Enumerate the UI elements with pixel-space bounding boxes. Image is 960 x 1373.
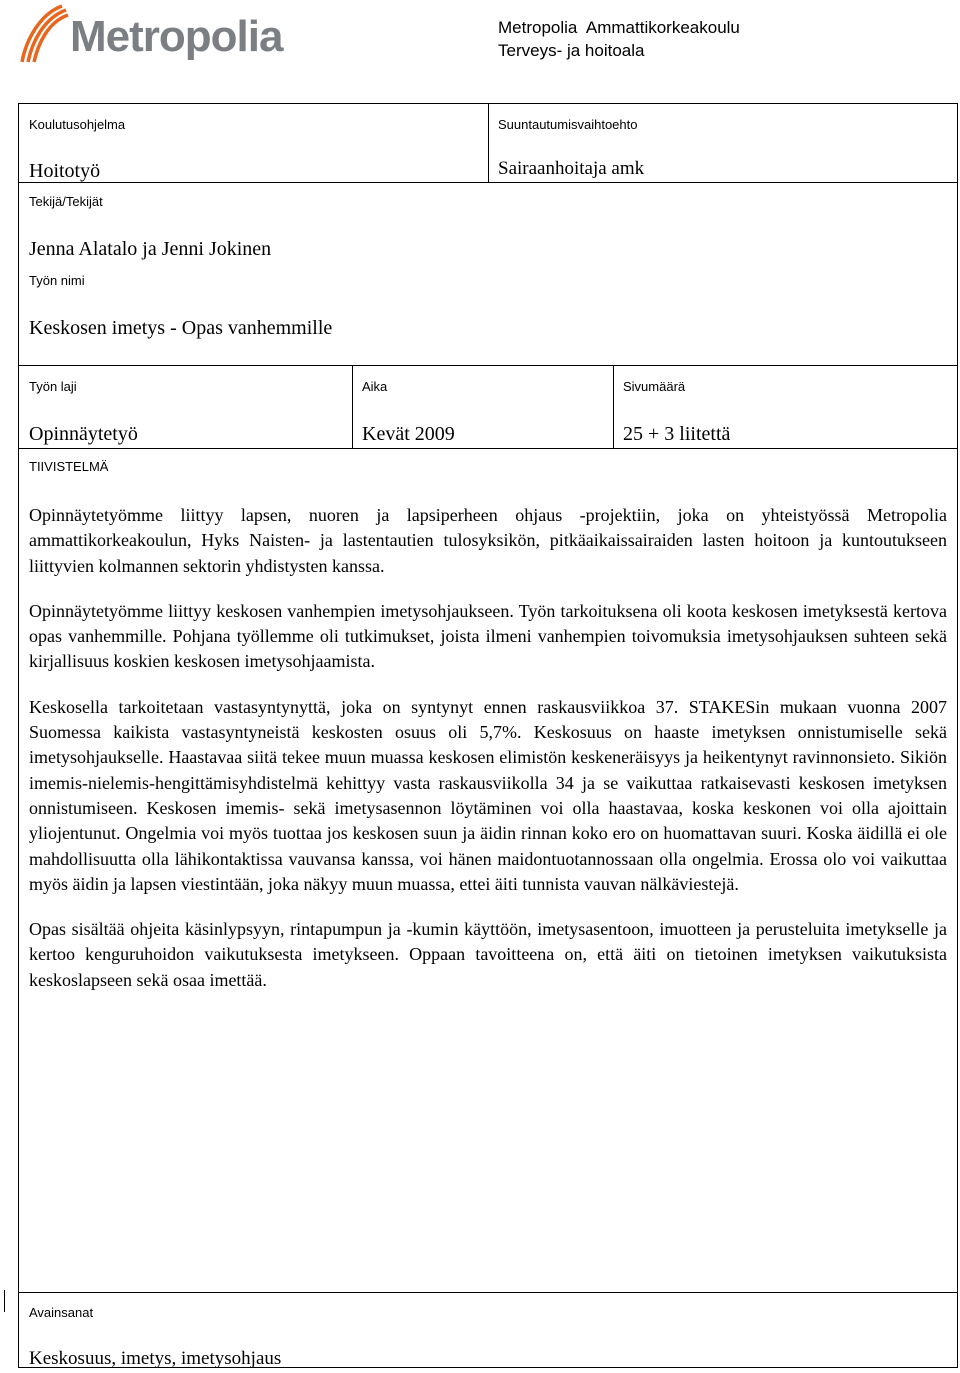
logo-wordmark: Metropolia [70, 12, 283, 61]
divider [352, 365, 353, 448]
abstract-text [29, 503, 947, 1013]
abstract-label: TIIVISTELMÄ [29, 459, 109, 474]
abstract-paragraph: Opinnäytetyömme liittyy lapsen, nuoren ja lapsiperheen ohjaus -projektiin, joka on yhteistyössä Metropolia ammattikorkeakoulun, Hyks Naisten- ja lastentautien tulosyksikön, pitkäaikaissairaiden lasten hoitoon ja kuntoutukseen liittyvien kolmannen sektorin yhdistysten kanssa. [29, 505, 947, 576]
institution-name: Metropolia Ammattikorkeakoulu [498, 18, 740, 37]
divider [19, 365, 957, 366]
divider [488, 104, 489, 182]
divider [19, 1292, 957, 1293]
pages-label: Sivumäärä [623, 379, 686, 394]
institution-field: Terveys- ja hoitoala [498, 41, 645, 60]
abstract-paragraph: Opas sisältää ohjeita käsinlypsyyn, rintapumpun ja -kumin käyttöön, imetysasentoon, imuotteen ja perusteluita imetykselle ja kertoo kenguruhoidon vaikutuksesta imetykseen. Oppaan tavoitteena on, että äiti on tietoinen imetyksen vaikutuksista keskoslapseen sekä osaa imettää. [29, 919, 947, 990]
keywords-value: Keskosuus, imetys, imetysohjaus [29, 1348, 282, 1369]
margin-mark [4, 1290, 5, 1312]
type-value: Opinnäytetyö [29, 423, 138, 445]
type-label: Työn laji [29, 379, 77, 394]
keywords-label: Avainsanat [29, 1305, 94, 1320]
thesis-abstract-form [18, 103, 958, 1368]
specialisation-value: Sairaanhoitaja amk [498, 158, 645, 179]
degree-programme-label: Koulutusohjelma [29, 117, 126, 132]
degree-programme-value: Hoitotyö [29, 160, 101, 182]
abstract-paragraph: Keskosella tarkoitetaan vastasyntynyttä, joka on syntynyt ennen raskausviikkoa 37. STAKESin mukaan vuonna 2007 Suomessa kaikista vastasyntyneistä keskosten osuus oli 5,7%. Keskosuus on haaste imetyksen onnistumiselle sekä imetysohjaukselle. Haastavaa siitä tekee muun muassa keskosen elimistön keskeneräisyys ja heikentynyt ravinnonsieto. Sikiön imemis-nielemis-hengittämisyhdistelmä kehittyy vasta raskausviikolla 34 ja se vaikuttaa ratkaisevasti keskosen imetyksen onnistumiseen. Keskosen imemis- sekä imetysasennon löytäminen voi olla haastavaa, koska keskonen voi olla ajoittain yliojentunut. Ongelmia voi myös tuottaa jos keskosen suun ja äidin rinnan koko ero on huomattavan suuri. Koska äidillä ei ole mahdollisuutta olla lähikontaktissa vauvansa kanssa, voi hänen maidontuotannossaan olla ongelmia. Erossa olo voi vaikuttaa myös äidin ja lapsen viestintään, joka näkyy muun muassa, ettei äiti tunnista vauvan nälkäviestejä. [29, 696, 947, 894]
title-value: Keskosen imetys - Opas vanhemmille [29, 317, 333, 339]
time-label: Aika [362, 379, 388, 394]
divider [19, 448, 957, 449]
pages-value: 25 + 3 liitettä [623, 423, 731, 445]
metropolia-logo [18, 4, 288, 64]
authors-label: Tekijä/Tekijät [29, 194, 103, 209]
authors-value: Jenna Alatalo ja Jenni Jokinen [29, 238, 272, 260]
time-value: Kevät 2009 [362, 423, 455, 445]
institution-info [498, 16, 740, 62]
abstract-paragraph: Opinnäytetyömme liittyy keskosen vanhempien imetysohjaukseen. Työn tarkoituksena oli koota keskosen imetyksestä kertova opas vanhemmille. Pohjana työllemme oli tutkimukset, joista ilmeni vanhempien toivomuksia imetysohjauksen suhteen sekä kirjallisuus koskien keskosen imetysohjaamista. [29, 600, 947, 672]
divider [613, 365, 614, 448]
specialisation-label: Suuntautumisvaihtoehto [498, 117, 638, 132]
title-label: Työn nimi [29, 273, 85, 288]
metropolia-swoosh-icon [18, 4, 70, 64]
divider [19, 182, 957, 183]
